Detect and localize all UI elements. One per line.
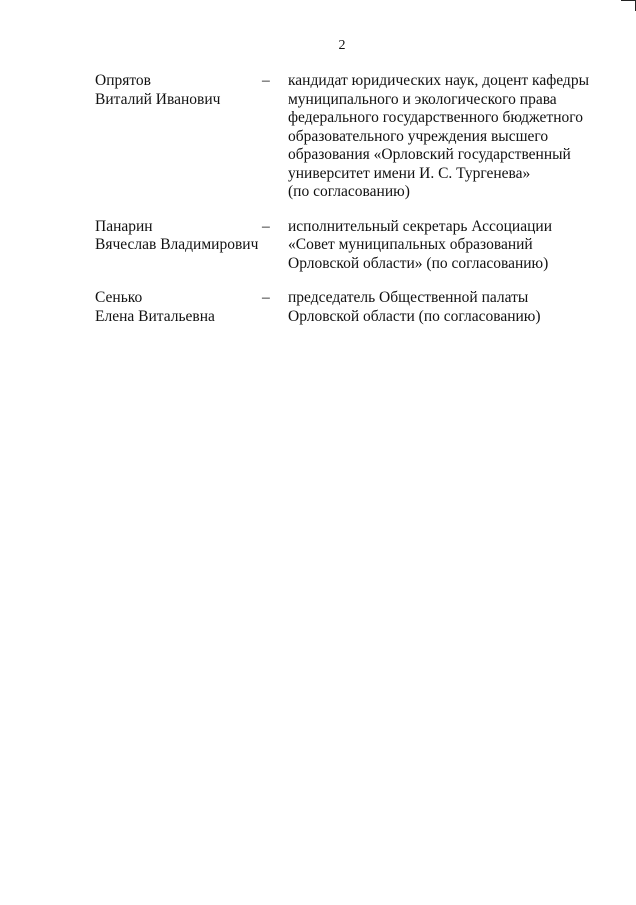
description-line: кандидат юридических наук, доцент кафедры bbox=[288, 72, 589, 89]
description-line: образования «Орловский государственный bbox=[288, 146, 571, 163]
member-given-names: Виталий Иванович bbox=[95, 90, 221, 108]
description-line: «Совет муниципальных образований bbox=[288, 236, 533, 253]
description-line: университет имени И. С. Тургенева» bbox=[288, 164, 531, 182]
page-number: 2 bbox=[338, 38, 346, 53]
member-description bbox=[288, 72, 588, 202]
member-surname: Опрятов bbox=[95, 72, 152, 89]
member-description bbox=[288, 289, 588, 326]
member-list bbox=[95, 72, 595, 342]
member-dash: – bbox=[262, 289, 270, 306]
description-line: Орловской области» (по согласованию) bbox=[288, 254, 549, 272]
member-entry bbox=[95, 289, 595, 326]
member-name bbox=[95, 72, 262, 202]
member-given-names: Вячеслав Владимирович bbox=[95, 236, 259, 253]
member-surname: Панарин bbox=[95, 217, 153, 235]
page-corner-mark bbox=[621, 0, 636, 11]
member-dash: – bbox=[262, 217, 270, 235]
member-name bbox=[95, 218, 262, 274]
description-line: федерального государственного бюджетного bbox=[288, 109, 583, 126]
description-line: образовательного учреждения высшего bbox=[288, 127, 549, 145]
description-line: Орловской области (по согласованию) bbox=[288, 307, 541, 325]
description-line: муниципального и экологического права bbox=[288, 90, 557, 108]
member-dash: – bbox=[262, 72, 270, 89]
member-surname: Сенько bbox=[95, 289, 143, 306]
description-line: председатель Общественной палаты bbox=[288, 289, 529, 306]
member-entry bbox=[95, 218, 595, 274]
member-description bbox=[288, 218, 588, 274]
member-given-names: Елена Витальевна bbox=[95, 307, 215, 325]
member-name bbox=[95, 289, 262, 326]
description-line: исполнительный секретарь Ассоциации bbox=[288, 217, 552, 235]
description-line: (по согласованию) bbox=[288, 183, 410, 200]
member-entry bbox=[95, 72, 595, 202]
